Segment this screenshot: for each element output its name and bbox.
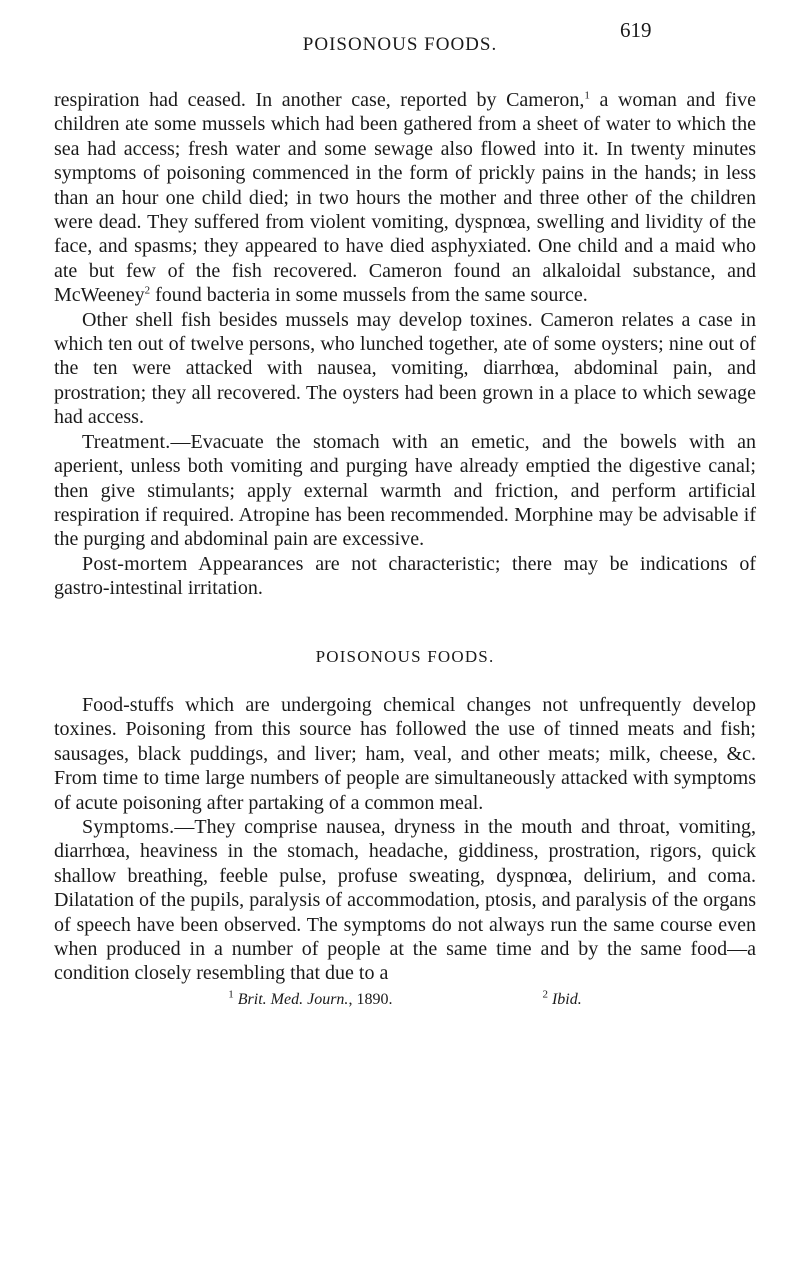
footnote-2 — [542, 988, 581, 1012]
paragraph-text: found bacteria in some mussels from the same source. — [150, 284, 588, 307]
running-title: POISONOUS FOODS. — [302, 34, 498, 55]
paragraph-text: respiration had ceased. In another case, reported by Cameron, — [54, 89, 585, 111]
paragraph-symptoms — [54, 815, 756, 986]
section-heading: POISONOUS FOODS. — [315, 646, 495, 666]
paragraph-oyster-case: Other shell fish besides mussels may develop toxines. Cameron relates a case in which ten out of twelve persons, who lunched together, ate of some oysters; nine out of the ten were attacked with nausea, vomiting, diarrhœa, abdominal pain, and prostration; they all recovered. The oysters had been grown in a place to which sewage had access. — [54, 308, 756, 429]
footnote-ref-2: 2 — [144, 284, 151, 297]
paragraph-post-mortem — [54, 552, 756, 601]
footnote-1 — [228, 988, 392, 1012]
paragraph-text: a woman and five children ate some mussels which had been gathered from a sheet of water to which the sea had access; fresh water and some sewage also flowed into it. In twenty minutes symptoms of poisoning commenced in the form of prickly pains in the hands; in less than an hour one child died; in two hours the mother and three other of the children were dead. They suffered from violent vomiting, dyspnœa, swelling and lividity of the face, and spasms; they appeared to have died asphyxiated. One child and a maid who ate but few of the fish recovered. Cameron found an alkaloidal substance, and McWeeney — [54, 89, 756, 307]
paragraph-text: are not characteristic; there may be indications of gastro-intestinal irritation. — [54, 552, 756, 600]
footnote-mark: 2 — [542, 988, 548, 1001]
footnotes — [54, 988, 756, 1012]
paragraph-food-stuffs: Food-stuffs which are undergoing chemical changes not unfrequently develop toxines. Poisoning from this source has followed the use of tinned meats and fish; sausages, black puddings, and liver; ham, veal, and other meats; milk, cheese, &c. From time to time large numbers of people are simultaneously attacked with symptoms of acute poisoning after partaking of a common meal. — [54, 693, 756, 814]
paragraph-mussel-case — [54, 88, 756, 308]
footnote-source: Ibid. — [551, 990, 582, 1008]
footnote-year: , 1890. — [348, 990, 393, 1008]
paragraph-text: —They comprise nausea, dryness in the mouth and throat, vomiting, diarrhœa, heaviness in the stomach, headache, giddiness, prostration, rigors, quick shallow breathing, feeble pulse, profuse sweating, dyspnœa, delirium, and coma. Dilatation of the pupils, paralysis of accommodation, ptosis, and paralysis of the organs of speech have been observed. The symptoms do not always run the same course even when produced in a number of people at the same time and by the same food—a condition closely resembling that due to a — [54, 815, 756, 985]
footnote-ref-1: 1 — [584, 89, 590, 102]
symptoms-label: Symptoms. — [82, 815, 175, 838]
footnote-source: Brit. Med. Journ. — [237, 990, 349, 1008]
paragraph-text: —Evacuate the stomach with an emetic, and the bowels with an aperient, unless both vomiting and purging have already emptied the digestive canal; then give stimulants; apply external warmth and friction, and perform artificial respiration if required. Atropine has been recommended. Morphine may be advisable if the purging and abdominal pain are excessive. — [54, 430, 756, 551]
paragraph-treatment — [54, 430, 756, 552]
treatment-label: Treatment. — [82, 430, 171, 453]
post-mortem-label: Post-mortem Appearances — [82, 552, 304, 575]
footnote-mark: 1 — [228, 988, 234, 1001]
page-body — [54, 88, 756, 1012]
page-number: 619 — [620, 18, 652, 42]
